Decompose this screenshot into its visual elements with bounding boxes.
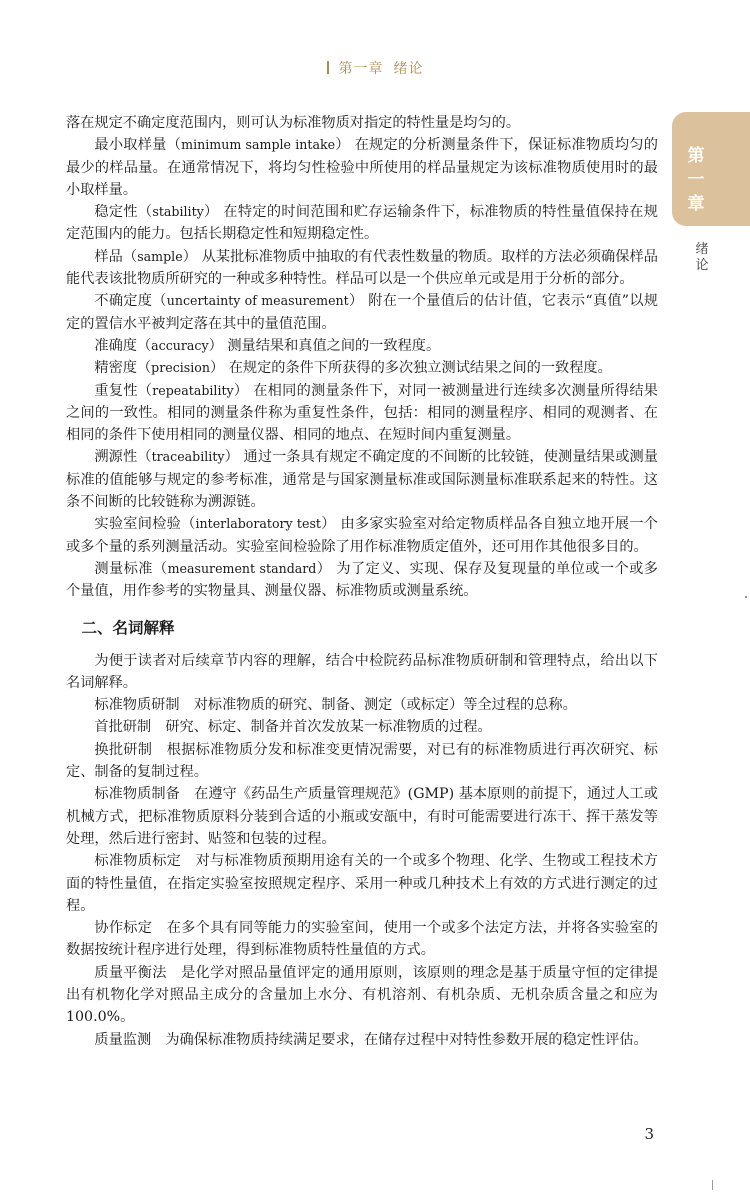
section-heading: 二、名词解释	[81, 618, 175, 637]
definition-paragraph: 精密度（precision） 在规定的条件下所获得的多次独立测试结果之间的一致程度。	[94, 360, 612, 377]
definition-paragraph: 稳定性（stability） 在特定的时间范围和贮存运输条件下，标准物质的特性量值保持在规定范围内的能力。包括长期稳定性和短期稳定性。	[66, 204, 658, 243]
glossary-text: 对标准物质的研究、制备、测定（或标定）等全过程的总称。	[193, 697, 577, 714]
definition-term: 溯源性	[94, 449, 138, 466]
running-header	[0, 58, 750, 78]
definition-english: stability	[152, 204, 204, 220]
definition-text: 由多家实验室对给定物质样品各自独立地开展一个或多个量的系列测量活动。实验室间检验除了用作标准物质定值外，还可用作其他很多目的。	[66, 516, 658, 555]
definition-paragraph: 不确定度（uncertainty of measurement） 附在一个量值后的估计值，它表示“真值”以规定的置信水平被判定落在其中的量值范围。	[66, 293, 658, 332]
side-tab-char: 一	[687, 170, 705, 190]
definition-text: 在规定的条件下所获得的多次独立测试结果之间的一致程度。	[228, 360, 612, 377]
glossary-text: 研究、标定、制备并首次发放某一标准物质的过程。	[165, 719, 492, 736]
definition-english: measurement standard	[167, 560, 317, 576]
definition-term: 重复性	[94, 382, 138, 399]
side-tab-char: 章	[687, 194, 705, 214]
definition-paragraph: 实验室间检验（interlaboratory test） 由多家实验室对给定物质样品各自独立地开展一个或多个量的系列测量活动。实验室间检验除了用作标准物质定值外，还可用作其他很多目的。	[66, 516, 658, 555]
header-title: 绪论	[393, 61, 424, 77]
definition-english: sample	[137, 248, 183, 264]
page-number: 3	[644, 1125, 654, 1143]
definition-english: minimum sample intake	[181, 137, 336, 153]
side-title-char: 绪	[695, 242, 709, 257]
definition-paragraph: 样品（sample） 从某批标准物质中抽取的有代表性数量的物质。取样的方法必须确保样品能代表该批物质所研究的一种或多种特性。样品可以是一个供应单元或是用于分析的部分。	[66, 248, 658, 288]
glossary-paragraph	[66, 1029, 658, 1051]
definition-english: accuracy	[151, 337, 209, 353]
definition-paragraph: 测量标准（measurement standard） 为了定义、实现、保存及复现量的单位或一个或多个量值，用作参考的实物量具、测量仪器、标准物质或测量系统。	[66, 560, 658, 600]
definition-english: precision	[151, 360, 210, 376]
crop-mark	[712, 1180, 713, 1190]
glossary-paragraph	[66, 783, 658, 850]
definition-text: 从某批标准物质中抽取的有代表性数量的物质。取样的方法必须确保样品能代表该批物质所研究的一种或多种特性。样品可以是一个供应单元或是用于分析的部分。	[66, 248, 658, 288]
definition-term: 最小取样量	[94, 137, 167, 154]
glossary-paragraph	[66, 850, 658, 917]
definition-text: 在特定的时间范围和贮存运输条件下，标准物质的特性量值保持在规定范围内的能力。包括长期稳定性和短期稳定性。	[66, 204, 658, 243]
definition-paragraph: 最小取样量（minimum sample intake） 在规定的分析测量条件下，保证标准物质均匀的最少的样品量。在通常情况下，将均匀性检验中所使用的样品量规定为该标准物质使用时的最小取样量。	[66, 137, 658, 198]
glossary-paragraph	[66, 917, 658, 962]
glossary-term: 标准物质标定	[94, 853, 182, 870]
definition-text: 为了定义、实现、保存及复现量的单位或一个或多个量值，用作参考的实物量具、测量仪器、标准物质或测量系统。	[66, 560, 658, 600]
definition-term: 样品	[94, 248, 123, 265]
definition-paragraph: 溯源性（traceability） 通过一条具有规定不确定度的不间断的比较链，使测量结果或测量标准的值能够与规定的参考标准，通常是与国家测量标准或国际测量标准联系起来的特性。这条不间断的比较链称为溯源链。	[66, 449, 658, 511]
body-text	[66, 112, 658, 1051]
glossary-term: 换批研制	[94, 741, 153, 758]
definition-english: repeatability	[152, 382, 234, 398]
glossary-text: 是化学对照品量值评定的通用原则，该原则的理念是基于质量守恒的定律提出有机物化学对照品主成分的含量加上水分、有机溶剂、有机杂质、无机杂质含量之和应为 100.0%。	[66, 964, 658, 1026]
definition-term: 准确度	[94, 337, 137, 354]
edge-mark	[745, 596, 747, 598]
glossary-text: 根据标准物质分发和标准变更情况需要，对已有的标准物质进行再次研究、标定、制备的复制过程。	[66, 741, 658, 781]
glossary-term: 标准物质研制	[94, 697, 180, 714]
definition-text: 通过一条具有规定不确定度的不间断的比较链，使测量结果或测量标准的值能够与规定的参考标准，通常是与国家测量标准或国际测量标准联系起来的特性。这条不间断的比较链称为溯源链。	[66, 449, 658, 511]
definition-text: 在相同的测量条件下，对同一被测量进行连续多次测量所得结果之间的一致性。相同的测量条件称为重复性条件，包括：相同的测量程序、相同的观测者、在相同的条件下使用相同的测量仪器、相同的地点、在短时间内重复测量。	[66, 382, 658, 444]
glossary-term: 标准物质制备	[94, 786, 180, 803]
glossary-paragraph	[66, 739, 658, 784]
definition-paragraph: 重复性（repeatability） 在相同的测量条件下，对同一被测量进行连续多次测量所得结果之间的一致性。相同的测量条件称为重复性条件，包括：相同的测量程序、相同的观测者、在相同的条件下使用相同的测量仪器、相同的地点、在短时间内重复测量。	[66, 382, 658, 444]
definition-text: 在规定的分析测量条件下，保证标准物质均匀的最少的样品量。在通常情况下，将均匀性检验中所使用的样品量规定为该标准物质使用时的最小取样量。	[66, 137, 658, 198]
glossary-paragraph	[66, 694, 658, 716]
side-tab-title	[694, 242, 710, 274]
definition-term: 稳定性	[94, 204, 138, 221]
chapter-side-tab	[672, 112, 750, 226]
glossary-paragraph	[66, 962, 658, 1029]
header-chapter: 第一章	[338, 61, 384, 77]
side-tab-chapter	[684, 144, 708, 216]
definition-term: 不确定度	[94, 293, 153, 310]
glossary-text: 在多个具有同等能力的实验室间，使用一个或多个法定方法，并将各实验室的数据按统计程序进行处理，得到标准物质特性量值的方式。	[66, 920, 658, 959]
side-tab-char: 第	[687, 146, 705, 166]
definition-text: 测量结果和真值之间的一致程度。	[227, 337, 441, 354]
definition-term: 测量标准	[94, 560, 153, 577]
definition-text: 附在一个量值后的估计值，它表示“真值”以规定的置信水平被判定落在其中的量值范围。	[66, 293, 658, 332]
definition-term: 实验室间检验	[94, 516, 182, 533]
glossary-term: 协作标定	[94, 920, 153, 937]
definition-term: 精密度	[94, 360, 137, 377]
section-intro: 为便于读者对后续章节内容的理解，结合中检院药品标准物质研制和管理特点，给出以下名词解释。	[66, 652, 658, 691]
glossary-text: 在遵守《药品生产质量管理规范》(GMP) 基本原则的前提下，通过人工或机械方式，把标准物质原料分装到合适的小瓶或安瓿中，有时可能需要进行冻干、挥干蒸发等处理，然后进行密封、贴签和包装的过程。	[66, 786, 658, 847]
definition-english: traceability	[151, 449, 225, 465]
glossary-text: 为确保标准物质持续满足要求，在储存过程中对特性参数开展的稳定性评估。	[165, 1031, 648, 1048]
glossary-term: 首批研制	[94, 719, 152, 736]
side-title-char: 论	[695, 258, 709, 273]
definition-paragraph: 准确度（accuracy） 测量结果和真值之间的一致程度。	[94, 337, 441, 354]
header-bar	[327, 61, 329, 74]
glossary-paragraph	[66, 716, 658, 738]
definition-english: interlaboratory test	[195, 516, 321, 532]
continued-paragraph: 落在规定不确定度范围内，则可认为标准物质对指定的特性量是均匀的。	[66, 115, 521, 131]
glossary-term: 质量监测	[94, 1031, 152, 1048]
glossary-text: 对与标准物质预期用途有关的一个或多个物理、化学、生物或工程技术方面的特性量值，在指定实验室按照规定程序、采用一种或几种技术上有效的方式进行测定的过程。	[66, 853, 658, 914]
definition-english: uncertainty of measurement	[166, 293, 349, 309]
glossary-term: 质量平衡法	[94, 964, 167, 981]
